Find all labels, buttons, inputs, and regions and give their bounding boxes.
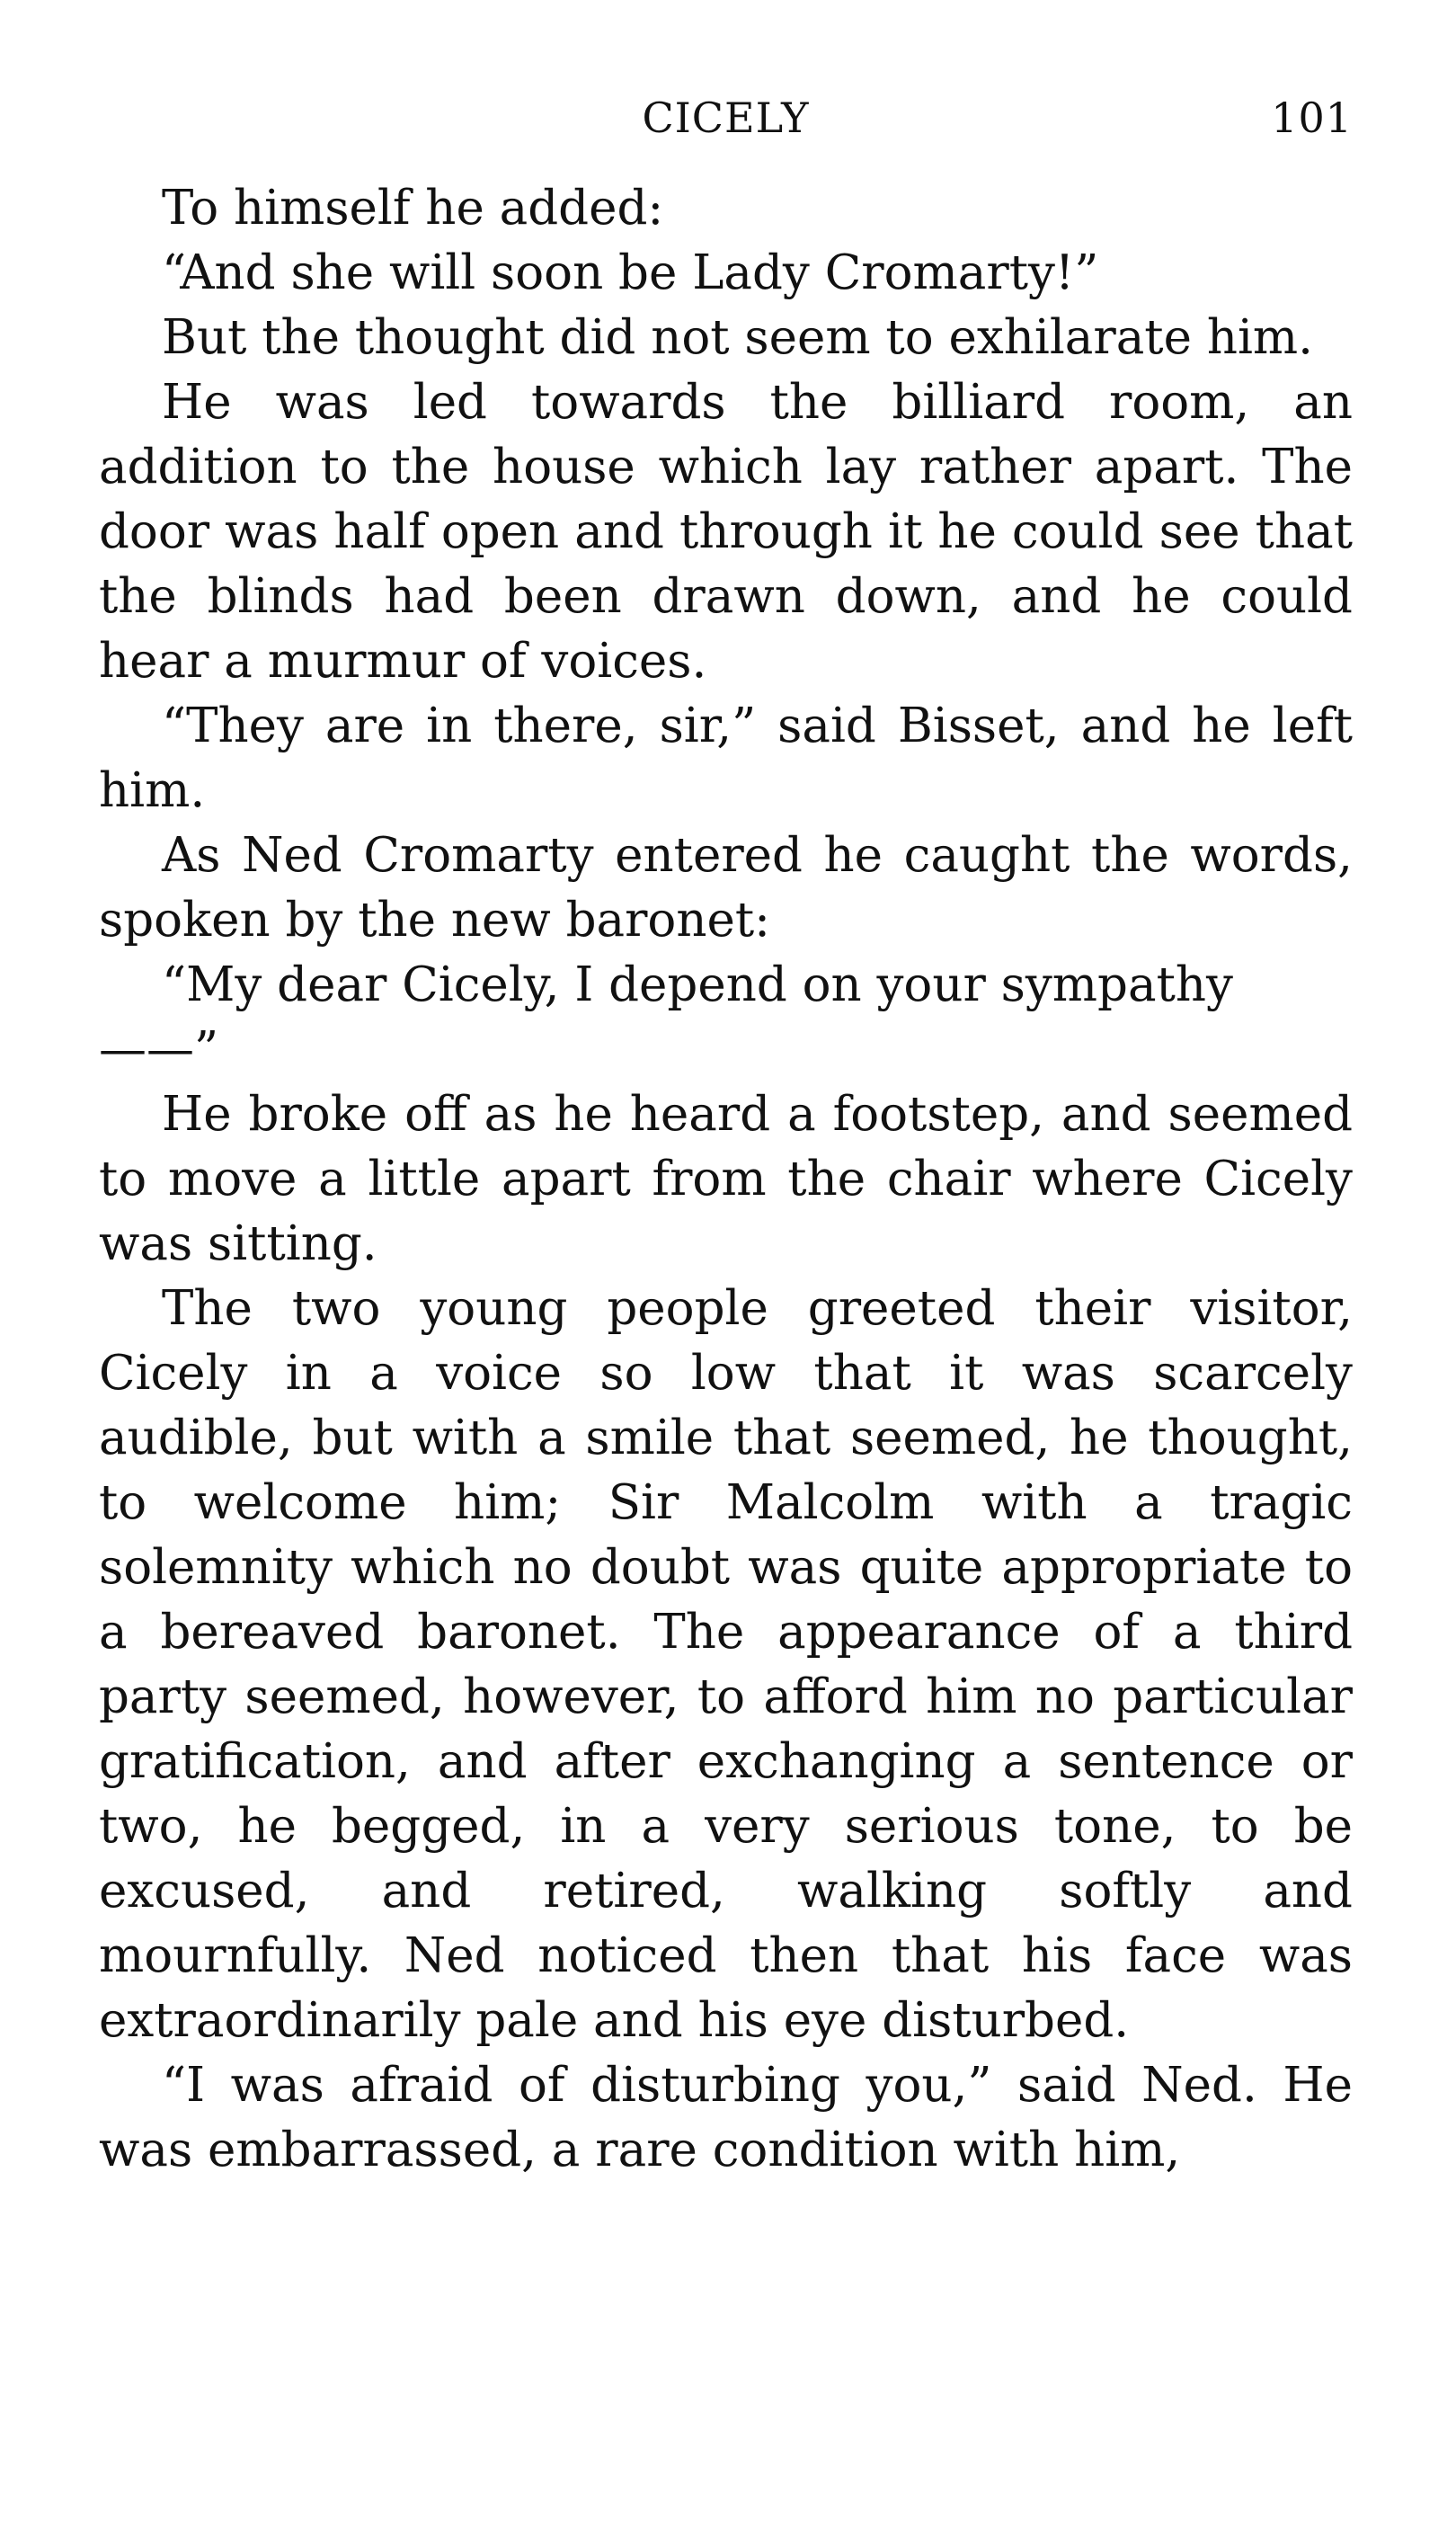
paragraph: He broke off as he heard a footstep, and seemed to move a little apart from the chair where Cicely was sitting.	[99, 1087, 1353, 1271]
paragraph: As Ned Cromarty entered he caught the words, spoken by the new baronet:	[99, 828, 1353, 948]
running-head: CICELY	[642, 93, 810, 142]
paragraph: The two young people greeted their visitor, Cicely in a voice so low that it was scarcely audible, but with a smile that seemed, he thought, to welcome him; Sir Malcolm with a tragic solemnity which no doubt was quite appropriate to a bereaved baronet. The appearance of a third party seemed, however, to afford him no particular gratification, and after exchanging a sentence or two, he begged, in a very serious tone, to be excused, and retired, walking softly and mournfully. Ned noticed then that his face was extraordinarily pale and his eye disturbed.	[99, 1281, 1353, 2048]
paragraph: He was led towards the billiard room, an addition to the house which lay rather apart. The door was half open and through it he could see that the blinds had been drawn down, and he could hear a murmur of voices.	[99, 375, 1353, 689]
body-text	[99, 176, 1353, 2183]
page-header	[99, 93, 1353, 151]
page-number: 101	[1271, 93, 1353, 142]
paragraph: To himself he added:	[162, 181, 664, 236]
paragraph: “They are in there, sir,” said Bisset, and he left him.	[99, 699, 1353, 818]
paragraph: But the thought did not seem to exhilarate him.	[162, 310, 1314, 365]
paragraph: “I was afraid of disturbing you,” said Ned. He was embarrassed, a rare condition with him,	[99, 2058, 1353, 2177]
paragraph: “And she will soon be Lady Cromarty!”	[162, 245, 1099, 300]
paragraph: “My dear Cicely, I depend on your sympathy——”	[99, 957, 1233, 1077]
